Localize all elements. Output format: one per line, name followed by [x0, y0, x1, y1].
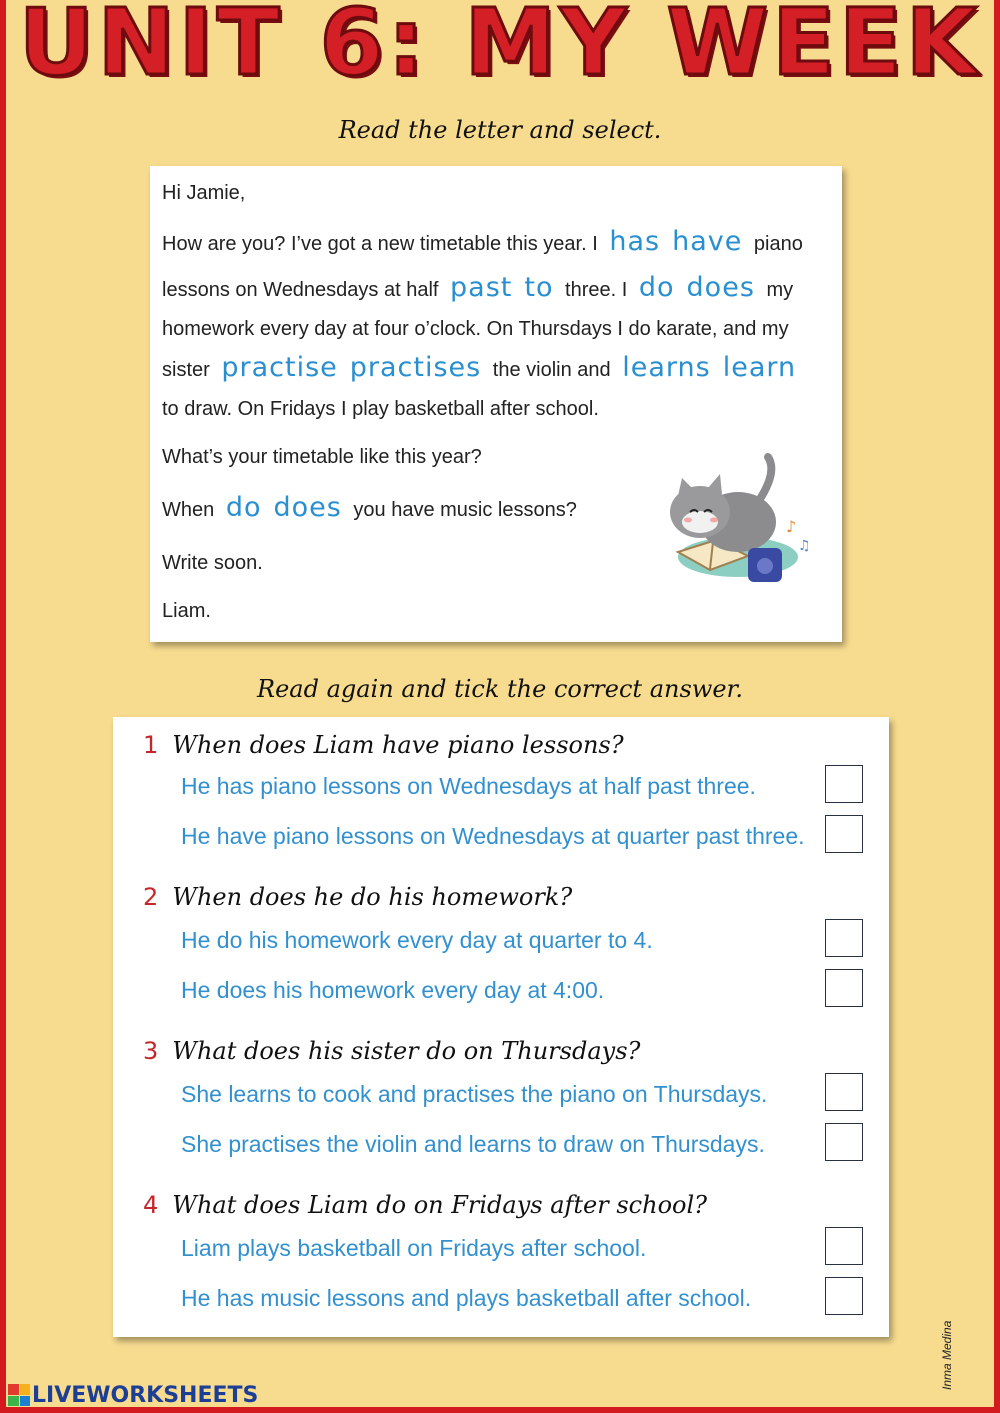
question-text: When does Liam have piano lessons?: [172, 731, 624, 759]
tick-box-2b[interactable]: [825, 969, 863, 1007]
answer-1a: He has piano lessons on Wednesdays at half past three.: [181, 773, 756, 799]
cat-reading-illustration: [638, 452, 813, 592]
letter-greeting: Hi Jamie,: [162, 182, 246, 204]
answer-4a: Liam plays basketball on Fridays after school.: [181, 1235, 647, 1261]
letter-line-7: [162, 492, 577, 523]
letter-line-2: [162, 272, 793, 303]
question-number: 2: [143, 883, 159, 911]
answer-1b: He have piano lessons on Wednesdays at quarter past three.: [181, 823, 805, 849]
logo-icon: [8, 1384, 30, 1406]
question-number: 3: [143, 1037, 159, 1065]
question-4: [143, 1191, 707, 1219]
tick-box-4b[interactable]: [825, 1277, 863, 1315]
letter-line-6: What’s your timetable like this year?: [162, 446, 482, 468]
letter-text: you have music lessons?: [353, 499, 577, 521]
letter-text: my: [766, 279, 794, 301]
page-title: UNIT 6: MY WEEK: [18, 0, 982, 96]
letter-text: When: [162, 499, 215, 521]
question-text: When does he do his homework?: [172, 883, 573, 911]
answer-2a: He do his homework every day at quarter to 4.: [181, 927, 653, 953]
tick-box-4a[interactable]: [825, 1227, 863, 1265]
question-2: [143, 883, 572, 911]
letter-text: piano: [753, 233, 803, 255]
question-text: What does his sister do on Thursdays?: [172, 1037, 641, 1065]
answer-3a: She learns to cook and practises the piano on Thursdays.: [181, 1081, 768, 1107]
option-does[interactable]: does: [273, 492, 342, 523]
question-3: [143, 1037, 640, 1065]
answer-4b: He has music lessons and plays basketball after school.: [181, 1285, 752, 1311]
letter-signature: Liam.: [162, 600, 211, 622]
letter-text: three. I: [565, 279, 628, 301]
question-number: 4: [143, 1191, 159, 1219]
option-past[interactable]: past: [450, 272, 513, 303]
letter-text: the violin and: [492, 359, 611, 381]
svg-text:♫: ♫: [798, 538, 811, 554]
answer-3b: She practises the violin and learns to draw on Thursdays.: [181, 1131, 765, 1157]
letter-line-4: [162, 352, 802, 383]
letter-line-8: Write soon.: [162, 552, 263, 574]
answer-2b: He does his homework every day at 4:00.: [181, 977, 605, 1003]
option-do[interactable]: do: [225, 492, 262, 523]
option-learn[interactable]: learn: [722, 352, 797, 383]
option-practises[interactable]: practises: [349, 352, 482, 383]
svg-text:♪: ♪: [786, 517, 797, 536]
tick-box-1a[interactable]: [825, 765, 863, 803]
quiz-card: [113, 717, 889, 1337]
option-do[interactable]: do: [638, 272, 675, 303]
tick-box-1b[interactable]: [825, 815, 863, 853]
question-text: What does Liam do on Fridays after school?: [172, 1191, 708, 1219]
tick-box-2a[interactable]: [825, 919, 863, 957]
letter-card: [150, 166, 842, 642]
logo-text: LIVEWORKSHEETS: [32, 1382, 259, 1408]
tick-box-3b[interactable]: [825, 1123, 863, 1161]
letter-line-3: homework every day at four o’clock. On Thursdays I do karate, and my: [162, 318, 789, 340]
option-has[interactable]: has: [609, 226, 661, 257]
liveworksheets-logo[interactable]: [8, 1382, 258, 1408]
question-number: 1: [143, 731, 159, 759]
option-have[interactable]: have: [672, 226, 743, 257]
letter-text: How are you? I’ve got a new timetable this year. I: [162, 233, 598, 255]
option-does[interactable]: does: [686, 272, 755, 303]
question-1: [143, 731, 624, 759]
letter-line-1: [162, 226, 803, 257]
tick-box-3a[interactable]: [825, 1073, 863, 1111]
option-to[interactable]: to: [524, 272, 554, 303]
letter-line-5: to draw. On Fridays I play basketball after school.: [162, 398, 599, 420]
letter-text: sister: [162, 359, 210, 381]
quiz-heading: Read again and tick the correct answer.: [257, 675, 743, 703]
letter-text: lessons on Wednesdays at half: [162, 279, 439, 301]
letter-heading: Read the letter and select.: [338, 116, 662, 144]
option-practise[interactable]: practise: [221, 352, 338, 383]
option-learns[interactable]: learns: [622, 352, 711, 383]
author-credit: Inma Medina: [940, 1320, 954, 1390]
